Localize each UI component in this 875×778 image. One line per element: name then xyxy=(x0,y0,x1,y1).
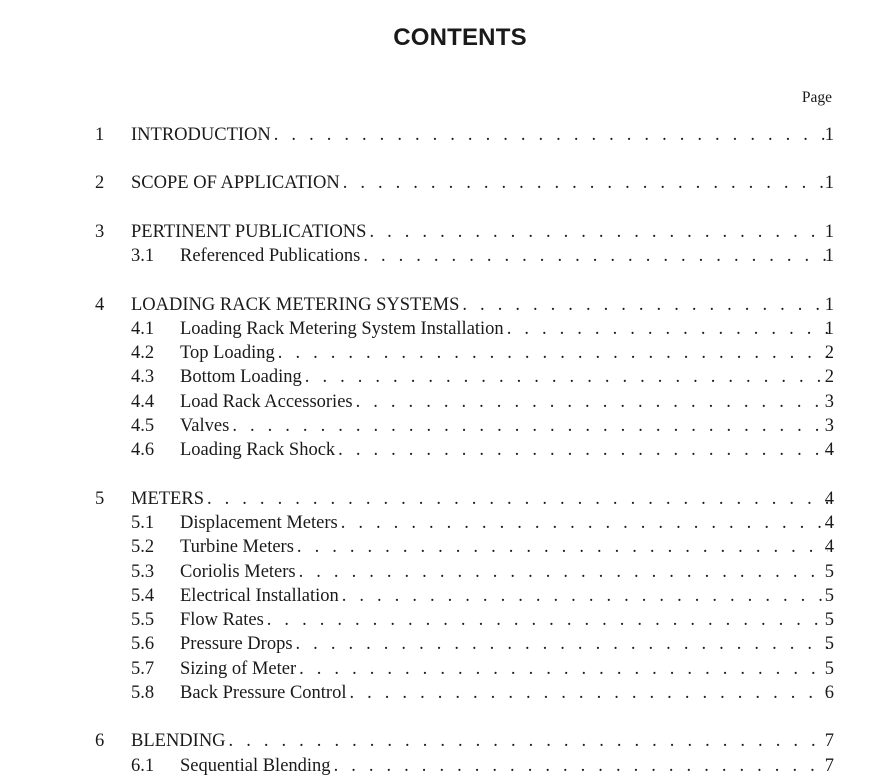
toc-entry-title-leader xyxy=(180,244,828,268)
toc-entry-page: 1 xyxy=(824,173,834,193)
toc-entry-title-leader xyxy=(180,341,828,365)
toc-entry xyxy=(0,729,875,753)
toc-entry xyxy=(0,438,875,462)
toc-entry-number: 6.1 xyxy=(131,756,155,776)
toc-entry-number: 5.1 xyxy=(131,513,155,533)
dot-leader xyxy=(264,608,828,632)
toc-entry-title-leader xyxy=(180,365,828,389)
toc-entry-title-leader xyxy=(180,681,828,705)
toc-entry xyxy=(0,365,875,389)
toc-entry-title: Electrical Installation xyxy=(180,586,339,606)
toc-entry xyxy=(0,317,875,341)
toc-entry-title: Top Loading xyxy=(180,343,275,363)
toc-entry-title: Pressure Drops xyxy=(180,634,293,654)
toc-entry xyxy=(0,657,875,681)
toc-entry-title: Sequential Blending xyxy=(180,756,331,776)
dot-leader xyxy=(226,729,828,753)
toc-entry-title: Valves xyxy=(180,416,230,436)
toc-entry-title: PERTINENT PUBLICATIONS xyxy=(131,222,367,242)
toc-entry-page: 6 xyxy=(824,683,834,703)
toc-entry-number: 5.8 xyxy=(131,683,155,703)
toc-entry xyxy=(0,560,875,584)
toc-entry-page: 5 xyxy=(824,634,834,654)
dot-leader xyxy=(353,390,828,414)
toc-entry xyxy=(0,681,875,705)
toc-entry-number: 4 xyxy=(95,295,105,315)
toc-entry-title: Turbine Meters xyxy=(180,537,294,557)
dot-leader xyxy=(459,293,828,317)
dot-leader xyxy=(293,632,828,656)
toc-entry xyxy=(0,414,875,438)
toc-entry-title: Back Pressure Control xyxy=(180,683,347,703)
toc-entry-page: 5 xyxy=(824,562,834,582)
dot-leader xyxy=(296,560,828,584)
toc-entry-title-leader xyxy=(180,438,828,462)
toc-entry-number: 1 xyxy=(95,125,105,145)
dot-leader xyxy=(294,535,828,559)
toc-entry-title: Sizing of Meter xyxy=(180,659,297,679)
toc-entry-title-leader xyxy=(180,584,828,608)
toc-entry-number: 4.1 xyxy=(131,319,155,339)
toc-entry-title: Coriolis Meters xyxy=(180,562,296,582)
toc-entry-page: 1 xyxy=(824,295,834,315)
toc-entry-title: Bottom Loading xyxy=(180,367,302,387)
dot-leader xyxy=(335,438,828,462)
toc-entry-number: 4.2 xyxy=(131,343,155,363)
toc-entry-page: 4 xyxy=(824,489,834,509)
toc-entry-title-leader xyxy=(180,608,828,632)
toc-entry-title: METERS xyxy=(131,489,204,509)
toc-entry-page: 7 xyxy=(824,756,834,776)
toc-entry-title: Loading Rack Metering System Installation xyxy=(180,319,504,339)
toc-entry-page: 5 xyxy=(824,586,834,606)
dot-leader xyxy=(339,584,828,608)
toc-entry-title: BLENDING xyxy=(131,731,226,751)
toc-entry xyxy=(0,390,875,414)
dot-leader xyxy=(302,365,828,389)
toc-entry-page: 5 xyxy=(824,610,834,630)
toc-entry-title-leader xyxy=(131,293,828,317)
toc-entry-title-leader xyxy=(180,657,828,681)
toc-entry-title-leader xyxy=(131,729,828,753)
toc-entry-page: 2 xyxy=(824,367,834,387)
toc-entry-title-leader xyxy=(180,511,828,535)
toc-entry-title: Loading Rack Shock xyxy=(180,440,336,460)
toc-entry-title: INTRODUCTION xyxy=(131,125,271,145)
toc-entry xyxy=(0,535,875,559)
toc-entry-title-leader xyxy=(180,632,828,656)
toc-entry xyxy=(0,171,875,195)
toc-entry-page: 1 xyxy=(824,125,834,145)
toc-entry-page: 7 xyxy=(824,731,834,751)
toc-entry-title-leader xyxy=(180,560,828,584)
toc-entry-title: SCOPE OF APPLICATION xyxy=(131,173,340,193)
toc-entry-title-leader xyxy=(131,123,828,147)
toc-entry xyxy=(0,487,875,511)
dot-leader xyxy=(331,754,828,778)
toc-entry-number: 4.5 xyxy=(131,416,155,436)
dot-leader xyxy=(229,414,828,438)
toc-entry-number: 2 xyxy=(95,173,105,193)
toc-entry-number: 5.5 xyxy=(131,610,155,630)
toc-entry-title: Displacement Meters xyxy=(180,513,338,533)
page-column-header: Page xyxy=(801,89,832,106)
dot-leader xyxy=(366,220,828,244)
toc-entry-number: 3.1 xyxy=(131,246,155,266)
toc-entry-title: Referenced Publications xyxy=(180,246,361,266)
toc-entry-title-leader xyxy=(180,754,828,778)
toc-entry-title-leader xyxy=(180,390,828,414)
toc-entry-page: 4 xyxy=(824,537,834,557)
dot-leader xyxy=(340,171,828,195)
dot-leader xyxy=(271,123,828,147)
toc-entry xyxy=(0,511,875,535)
toc-entry-number: 5 xyxy=(95,489,105,509)
toc-entry-number: 5.4 xyxy=(131,586,155,606)
toc-entry-title-leader xyxy=(180,535,828,559)
toc-entry-title-leader xyxy=(180,317,828,341)
toc-entry-number: 6 xyxy=(95,731,105,751)
toc-entry-title-leader xyxy=(180,414,828,438)
toc-entry-number: 5.3 xyxy=(131,562,155,582)
toc-entry-page: 1 xyxy=(824,222,834,242)
toc-entry xyxy=(0,754,875,778)
dot-leader xyxy=(504,317,828,341)
toc-entry-page: 1 xyxy=(824,319,834,339)
toc-entry-number: 3 xyxy=(95,222,105,242)
toc-entry-title: Flow Rates xyxy=(180,610,264,630)
toc-entry xyxy=(0,341,875,365)
toc-entry-title: Load Rack Accessories xyxy=(180,392,353,412)
dot-leader xyxy=(275,341,828,365)
toc-entry-title: LOADING RACK METERING SYSTEMS xyxy=(131,295,460,315)
dot-leader xyxy=(204,487,828,511)
toc-entry xyxy=(0,584,875,608)
toc-entry-page: 2 xyxy=(824,343,834,363)
toc-entry-number: 4.6 xyxy=(131,440,155,460)
dot-leader xyxy=(346,681,828,705)
toc-entry-number: 5.2 xyxy=(131,537,155,557)
toc-entry-number: 4.3 xyxy=(131,367,155,387)
toc-entry-number: 5.7 xyxy=(131,659,155,679)
toc-entry-title-leader xyxy=(131,220,828,244)
dot-leader xyxy=(338,511,828,535)
toc-entry-page: 4 xyxy=(824,440,834,460)
toc-entry-title-leader xyxy=(131,171,828,195)
toc-entry xyxy=(0,244,875,268)
dot-leader xyxy=(296,657,828,681)
toc-entry xyxy=(0,632,875,656)
dot-leader xyxy=(360,244,828,268)
toc-entry-title-leader xyxy=(131,487,828,511)
toc-entry xyxy=(0,608,875,632)
toc-entry-page: 3 xyxy=(824,416,834,436)
toc-entry xyxy=(0,123,875,147)
toc-entry xyxy=(0,220,875,244)
toc-entry-page: 5 xyxy=(824,659,834,679)
toc-entry-number: 5.6 xyxy=(131,634,155,654)
page-title: CONTENTS xyxy=(393,24,527,51)
toc-entry-page: 1 xyxy=(824,246,834,266)
toc-entry xyxy=(0,293,875,317)
toc-entry-page: 3 xyxy=(824,392,834,412)
toc-entry-number: 4.4 xyxy=(131,392,155,412)
toc-entry-page: 4 xyxy=(824,513,834,533)
